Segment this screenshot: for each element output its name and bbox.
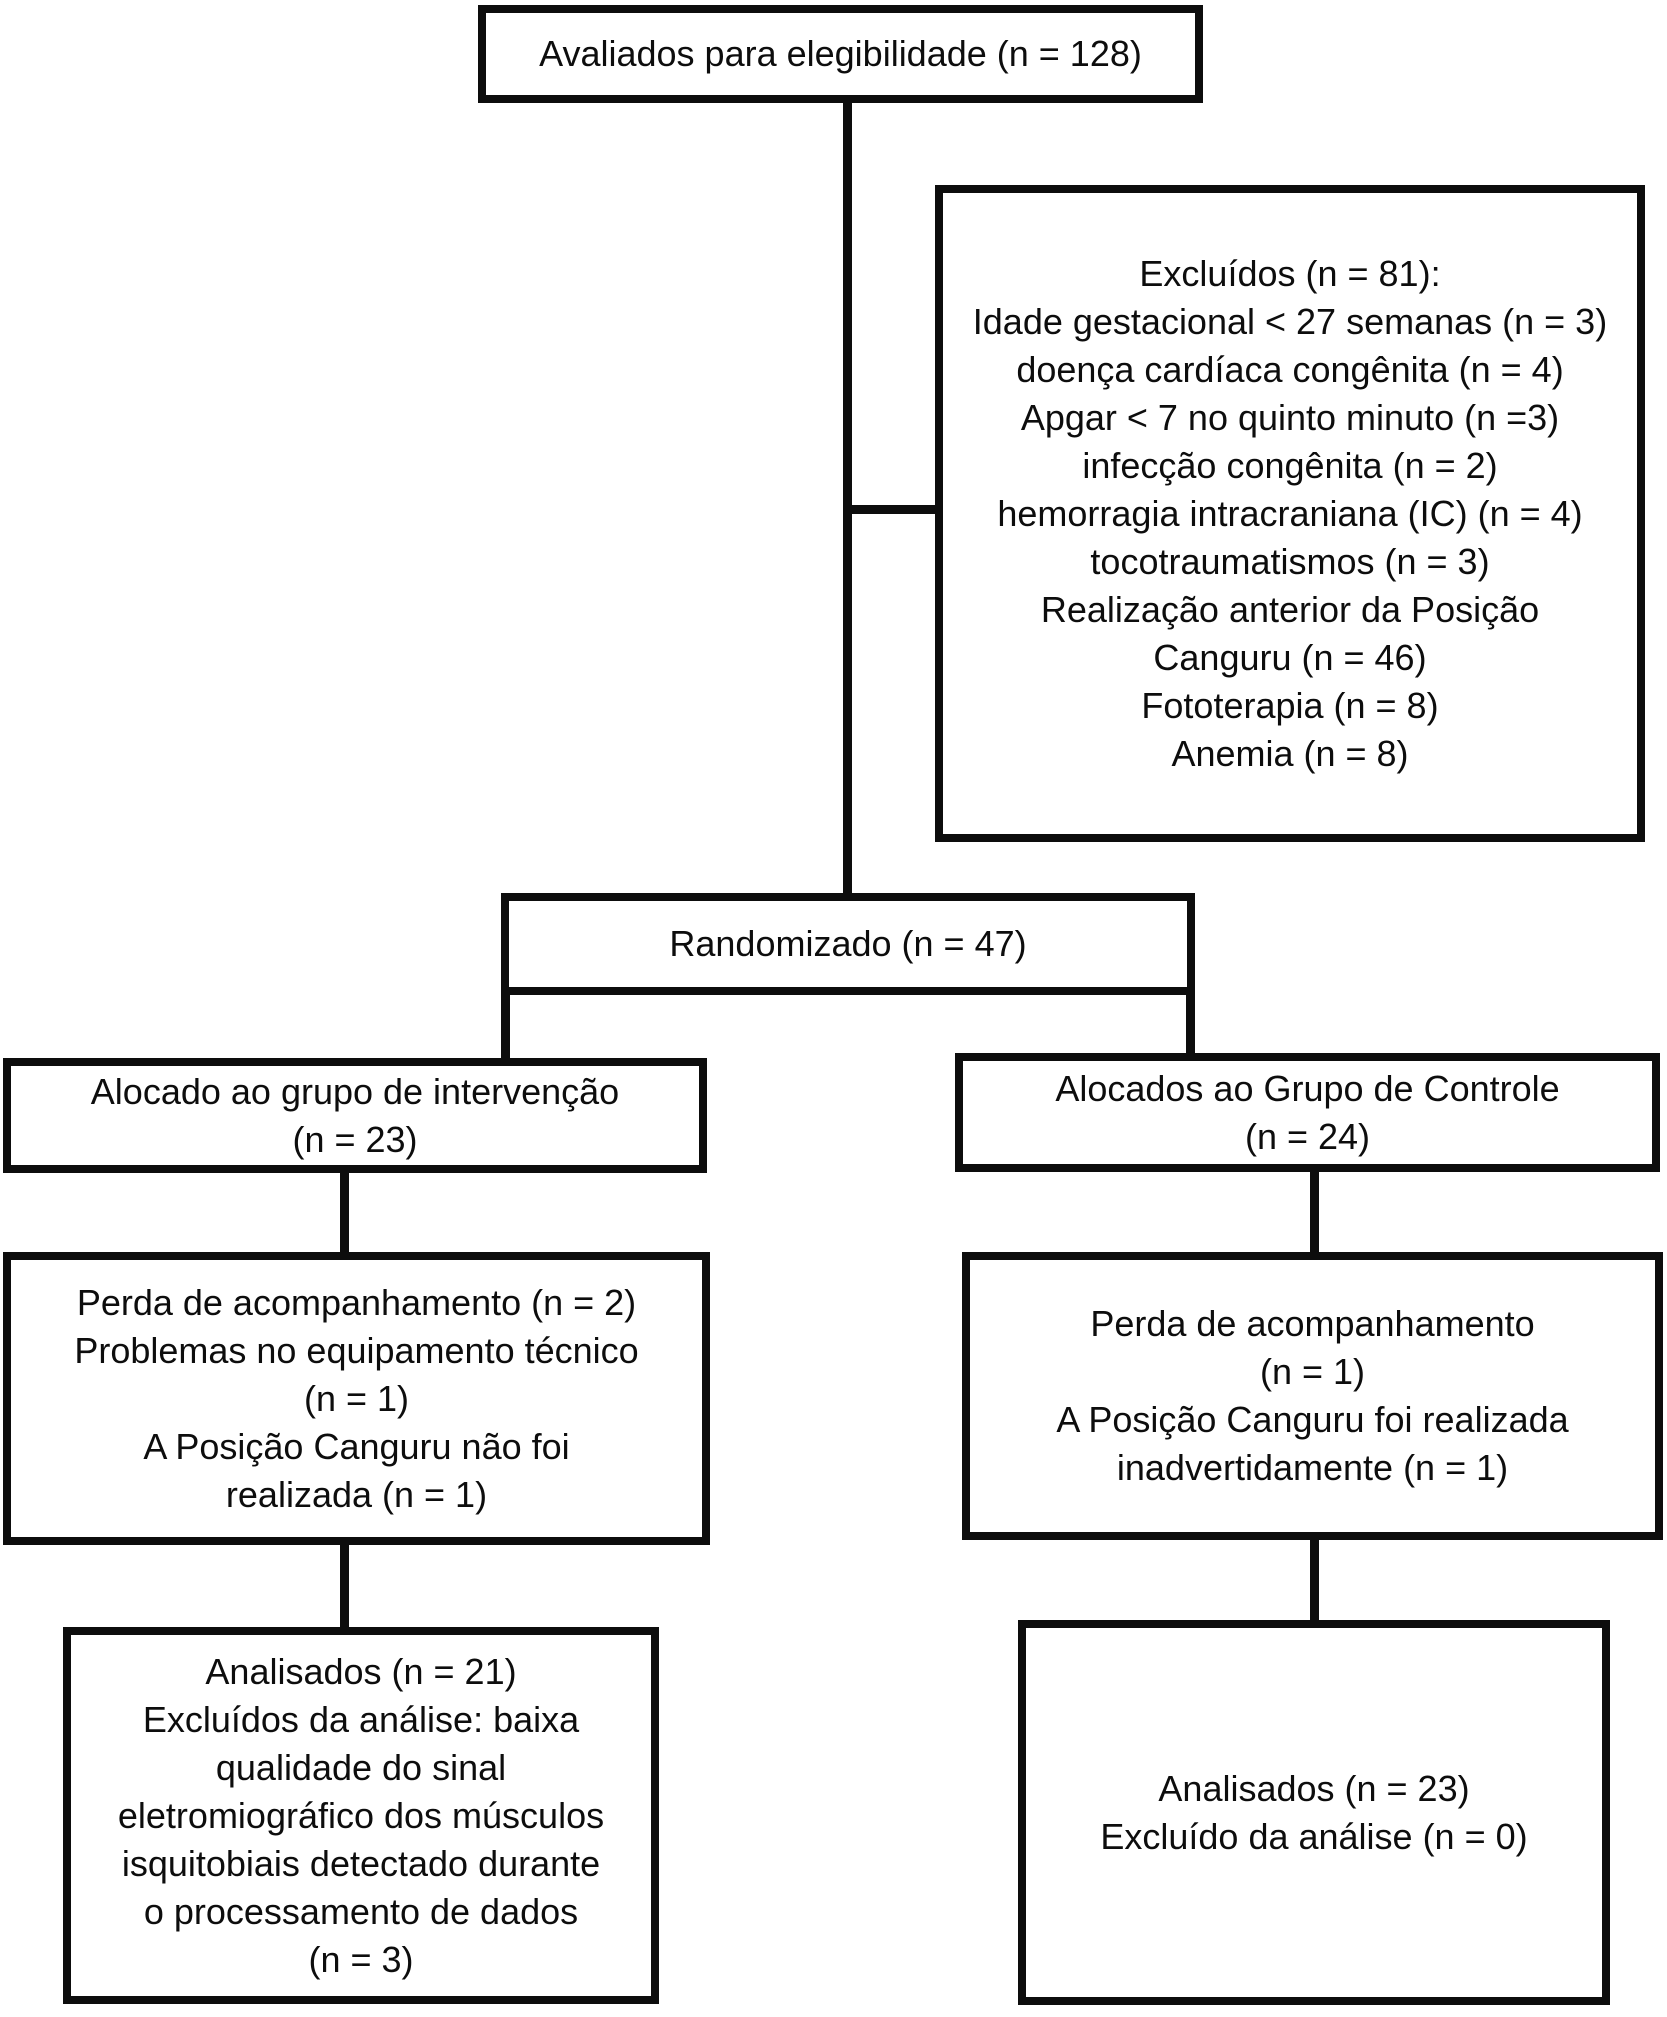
connector-control-to-loss [1310,1166,1319,1258]
box-text-line: (n = 3) [308,1938,414,1980]
box-text-line: (n = 1) [1259,1351,1366,1392]
box-text-line: realizada (n = 1) [225,1473,488,1515]
box-text-line: infecção congênita (n = 2) [1082,444,1498,486]
box-text-line: (n = 1) [303,1377,410,1419]
box-text-line: (n = 24) [1244,1115,1371,1157]
box-text-line: Alocado ao grupo de intervenção [90,1070,620,1112]
box-excluded [935,185,1645,842]
box-text-line: Excluídos (n = 81): [1139,252,1441,294]
box-text-line: eletromiográfico dos músculos [117,1794,605,1836]
box-loss-intervention [3,1252,710,1545]
box-randomized [501,893,1195,995]
box-eligibility [478,5,1203,103]
box-text-line: Randomizado (n = 47) [669,923,1027,964]
connector-trunk-to-excluded [846,505,939,514]
box-analyzed-intervention [63,1627,659,2004]
box-analyzed-control [1018,1620,1610,2005]
box-text-line: Avaliados para elegibilidade (n = 128) [539,33,1142,74]
box-text-line: doença cardíaca congênita (n = 4) [1016,348,1564,390]
connector-intervention-to-loss [340,1168,349,1258]
box-text-line: Problemas no equipamento técnico [74,1329,639,1371]
connector-eligibility-to-randomized [843,98,852,898]
box-text-line: Excluídos da análise: baixa [142,1698,580,1740]
box-allocation-control [955,1053,1660,1172]
connector-loss-to-analyzed-control [1310,1535,1319,1625]
box-text-line: Perda de acompanhamento [1090,1303,1535,1344]
box-loss-control [962,1252,1663,1540]
box-text-line: Canguru (n = 46) [1153,636,1427,678]
box-text-line: tocotraumatismos (n = 3) [1090,540,1490,582]
connector-randomized-to-intervention [501,990,510,1062]
box-text-line: o processamento de dados [143,1890,579,1932]
box-allocation-intervention [3,1058,707,1173]
box-text-line: Anemia (n = 8) [1171,732,1409,774]
box-text-line: Analisados (n = 21) [205,1650,517,1692]
box-text-line: A Posição Canguru foi realizada [1056,1399,1569,1440]
box-text-line: inadvertidamente (n = 1) [1116,1447,1509,1488]
box-text-line: Analisados (n = 23) [1158,1767,1470,1809]
box-text-line: Apgar < 7 no quinto minuto (n =3) [1020,396,1560,438]
box-text-line: isquitobiais detectado durante [121,1842,601,1884]
box-text-line: Realização anterior da Posição [1040,588,1540,630]
box-text-line: A Posição Canguru não foi [143,1425,570,1467]
box-text-line: Idade gestacional < 27 semanas (n = 3) [972,300,1608,342]
box-text-line: hemorragia intracraniana (IC) (n = 4) [997,492,1583,534]
box-text-line: Fototerapia (n = 8) [1141,684,1439,726]
connector-randomized-to-control [1186,990,1195,1058]
box-text-line: Excluído da análise (n = 0) [1100,1815,1528,1857]
box-text-line: Perda de acompanhamento (n = 2) [76,1281,637,1323]
box-text-line: Alocados ao Grupo de Controle [1055,1067,1560,1109]
box-text-line: (n = 23) [292,1118,418,1160]
box-text-line: qualidade do sinal [215,1746,507,1788]
connector-loss-to-analyzed-intervention [340,1540,349,1632]
